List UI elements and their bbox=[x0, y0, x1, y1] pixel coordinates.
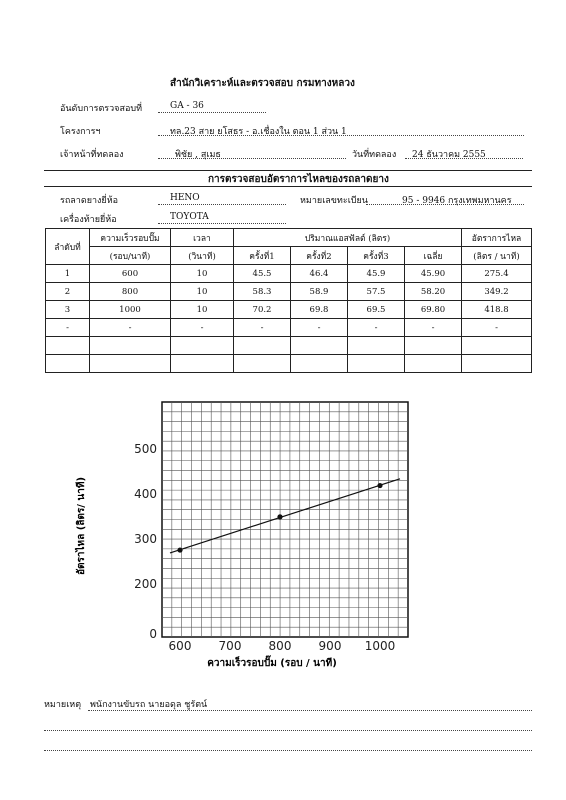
cell: 1000 bbox=[90, 301, 171, 319]
cell bbox=[405, 355, 462, 373]
cell: - bbox=[171, 319, 234, 337]
brand-underline bbox=[158, 204, 286, 205]
plate-label: หมายเลขทะเบียน bbox=[300, 196, 368, 206]
section-top-rule bbox=[44, 170, 532, 171]
cell: - bbox=[291, 319, 348, 337]
data-point bbox=[177, 547, 182, 552]
cell: 70.2 bbox=[234, 301, 291, 319]
cell bbox=[291, 355, 348, 373]
x-tick-label: 700 bbox=[218, 639, 242, 653]
trend-line bbox=[170, 479, 400, 553]
cell: - bbox=[46, 319, 90, 337]
cell: 10 bbox=[171, 301, 234, 319]
cell: 45.90 bbox=[405, 265, 462, 283]
engine-underline bbox=[158, 223, 286, 224]
table-row bbox=[46, 355, 532, 373]
cell: 69.80 bbox=[405, 301, 462, 319]
cell: 1 bbox=[46, 265, 90, 283]
table-row bbox=[46, 301, 532, 319]
header-try1: ครั้งที่1 bbox=[234, 247, 291, 265]
seq-underline bbox=[158, 112, 266, 113]
cell: 69.8 bbox=[291, 301, 348, 319]
table-row bbox=[46, 283, 532, 301]
cell: 45.9 bbox=[348, 265, 405, 283]
date-label: วันที่ทดลอง bbox=[352, 150, 397, 160]
cell: 58.20 bbox=[405, 283, 462, 301]
agency-title: สำนักวิเคราะห์และตรวจสอบ กรมทางหลวง bbox=[170, 78, 355, 89]
cell: 600 bbox=[90, 265, 171, 283]
data-point bbox=[377, 483, 382, 488]
header-rate-unit: (ลิตร / นาที) bbox=[462, 247, 532, 265]
header-rate: อัตราการไหล bbox=[462, 229, 532, 247]
flow-rate-table bbox=[45, 228, 532, 373]
remark-line-3 bbox=[44, 750, 532, 751]
cell: 3 bbox=[46, 301, 90, 319]
cell: 10 bbox=[171, 283, 234, 301]
y-tick-label: 400 bbox=[134, 487, 157, 501]
cell: - bbox=[90, 319, 171, 337]
cell bbox=[234, 337, 291, 355]
table-row bbox=[46, 337, 532, 355]
header-try3: ครั้งที่3 bbox=[348, 247, 405, 265]
cell bbox=[46, 337, 90, 355]
cell bbox=[348, 355, 405, 373]
remark-line-2 bbox=[44, 730, 532, 731]
header-try2: ครั้งที่2 bbox=[291, 247, 348, 265]
x-axis-label: ความเร็วรอบปั๊ม (รอบ / นาที) bbox=[207, 658, 337, 669]
table-row bbox=[46, 319, 532, 337]
plate-value: 95 - 9946 กรุงเทพมหานคร bbox=[402, 196, 512, 206]
x-tick-label: 800 bbox=[268, 639, 292, 653]
section-title: การตรวจสอบอัตราการไหลของรถลาดยาง bbox=[208, 174, 389, 185]
cell bbox=[405, 337, 462, 355]
y-tick-label: 0 bbox=[149, 627, 157, 641]
header-volume: ปริมาณแอสฟัลต์ (ลิตร) bbox=[234, 229, 462, 247]
officer-label: เจ้าหน้าที่ทดลอง bbox=[60, 150, 124, 160]
cell: 275.4 bbox=[462, 265, 532, 283]
project-label: โครงการฯ bbox=[60, 127, 101, 137]
cell: 57.5 bbox=[348, 283, 405, 301]
header-avg: เฉลี่ย bbox=[405, 247, 462, 265]
cell bbox=[46, 355, 90, 373]
brand-label: รถลาดยางยี่ห้อ bbox=[60, 196, 119, 206]
cell: - bbox=[405, 319, 462, 337]
plot-frame bbox=[162, 402, 408, 637]
header-speed-unit: (รอบ/นาที) bbox=[90, 247, 171, 265]
section-bottom-rule bbox=[44, 186, 532, 187]
engine-value: TOYOTA bbox=[170, 212, 209, 222]
cell bbox=[291, 337, 348, 355]
officer-value: พิชัย , สุเมธ bbox=[175, 150, 221, 160]
cell bbox=[171, 337, 234, 355]
x-tick-label: 1000 bbox=[364, 639, 396, 653]
header-time-unit: (วินาที) bbox=[171, 247, 234, 265]
cell bbox=[234, 355, 291, 373]
date-value: 24 ธันวาคม 2555 bbox=[412, 150, 486, 160]
cell: 800 bbox=[90, 283, 171, 301]
cell: - bbox=[462, 319, 532, 337]
cell bbox=[462, 355, 532, 373]
table-row bbox=[46, 265, 532, 283]
data-point bbox=[277, 514, 282, 519]
cell: 2 bbox=[46, 283, 90, 301]
seq-value: GA - 36 bbox=[170, 101, 204, 111]
cell bbox=[348, 337, 405, 355]
y-tick-label: 300 bbox=[134, 532, 157, 546]
cell bbox=[90, 355, 171, 373]
cell: 58.9 bbox=[291, 283, 348, 301]
header-speed: ความเร็วรอบปั๊ม bbox=[90, 229, 171, 247]
cell: 349.2 bbox=[462, 283, 532, 301]
seq-label: อันดับการตรวจสอบที่ bbox=[60, 104, 143, 114]
cell: 69.5 bbox=[348, 301, 405, 319]
y-axis-label: อัตราไหล (ลิตร/ นาที) bbox=[76, 476, 87, 576]
cell bbox=[171, 355, 234, 373]
x-tick-label: 900 bbox=[318, 639, 342, 653]
cell: 45.5 bbox=[234, 265, 291, 283]
remark-line-1 bbox=[88, 710, 532, 711]
project-value: ทล.23 สาย ยโสธร - อ.เชื่องใน ตอน 1 ส่วน 1 bbox=[170, 127, 347, 137]
cell: 10 bbox=[171, 265, 234, 283]
remark-label: หมายเหตุ bbox=[44, 700, 82, 710]
x-tick-label: 600 bbox=[168, 639, 192, 653]
cell: - bbox=[234, 319, 291, 337]
cell: - bbox=[348, 319, 405, 337]
header-time: เวลา bbox=[171, 229, 234, 247]
y-tick-label: 200 bbox=[134, 577, 157, 591]
remark-text: พนักงานขับรถ นายอดุล ชูรัตน์ bbox=[90, 700, 208, 710]
cell bbox=[462, 337, 532, 355]
cell: 418.8 bbox=[462, 301, 532, 319]
header-seq: ลำดับที่ bbox=[46, 229, 90, 265]
cell: 58.3 bbox=[234, 283, 291, 301]
brand-value: HENO bbox=[170, 193, 200, 203]
engine-label: เครื่องท้ายยี่ห้อ bbox=[60, 215, 117, 225]
cell: 46.4 bbox=[291, 265, 348, 283]
cell bbox=[90, 337, 171, 355]
y-tick-label: 500 bbox=[134, 442, 157, 456]
